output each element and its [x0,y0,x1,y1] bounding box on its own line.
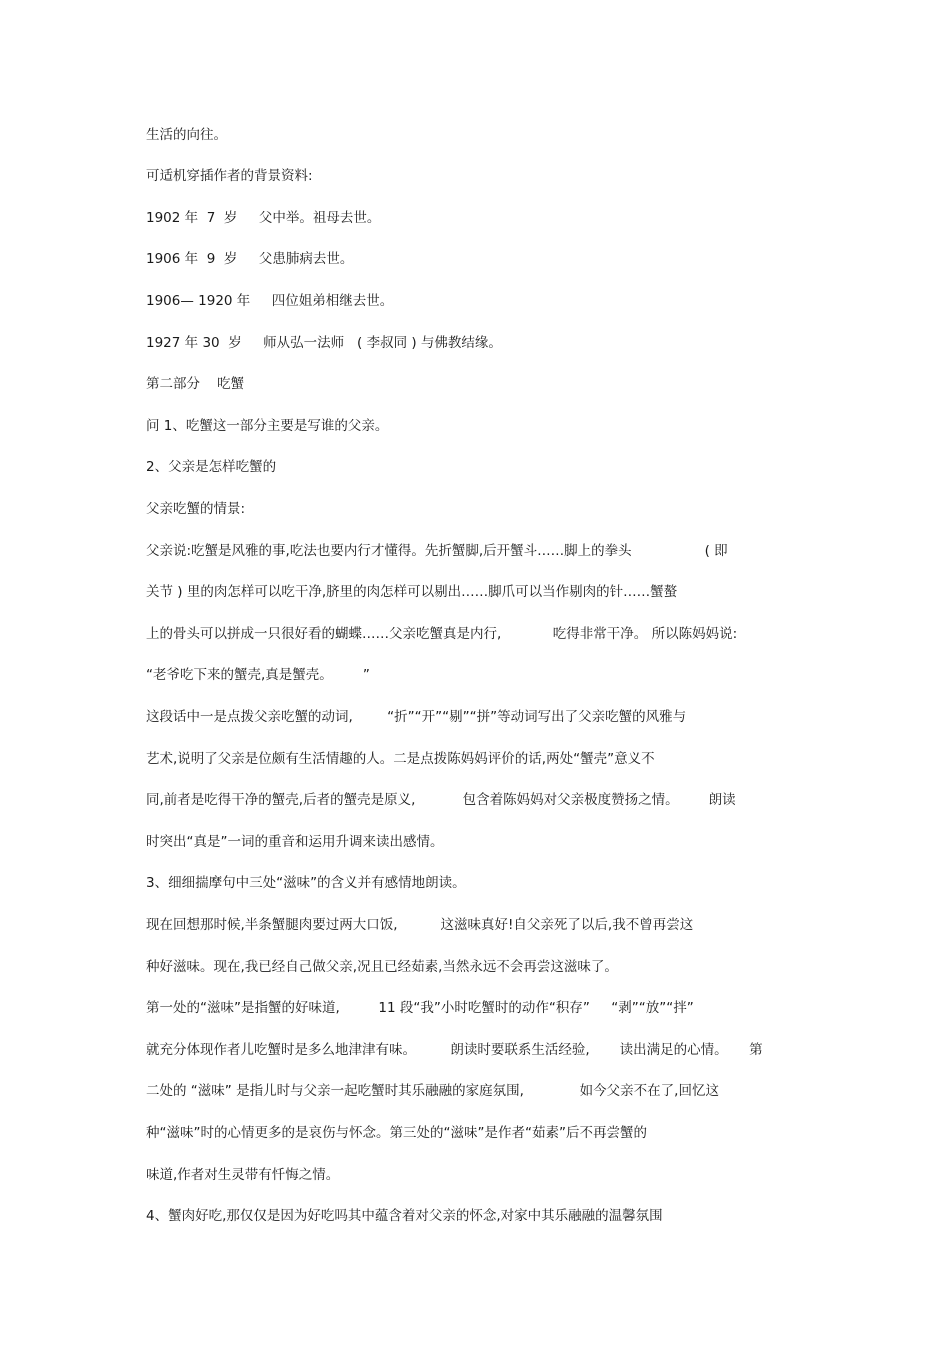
text-line: 1906 年 9 岁 父患肺病去世。 [146,251,354,267]
text-line: 艺术,说明了父亲是位颇有生活情趣的人。二是点拨陈妈妈评价的话,两处“蟹壳”意义不 [146,751,655,767]
question-line: 3、细细揣摩句中三处“滋味”的含义并有感情地朗读。 [146,875,466,891]
text-line: 上的骨头可以拼成一只很好看的蝴蝶……父亲吃蟹真是内行, 吃得非常干净。 所以陈妈妈说: [146,626,738,642]
text-line: 生活的向往。 [146,127,227,143]
question-line: 问 1、吃蟹这一部分主要是写谁的父亲。 [146,418,389,434]
text-line: 二处的 “滋味” 是指儿时与父亲一起吃蟹时其乐融融的家庭氛围, 如今父亲不在了,回忆这 [146,1083,719,1099]
text-line: 可适机穿插作者的背景资料: [146,168,313,184]
section-heading: 第二部分 吃蟹 [146,376,245,392]
text-line: 1927 年 30 岁 师从弘一法师 ( 李叔同 ) 与佛教结缘。 [146,335,502,351]
text-line: 现在回想那时候,半条蟹腿肉要过两大口饭, 这滋味真好!自父亲死了以后,我不曾再尝这 [146,917,694,933]
text-line: 种“滋味”时的心情更多的是哀伤与怀念。第三处的“滋味”是作者“茹素”后不再尝蟹的 [146,1125,647,1141]
text-line: 父亲说:吃蟹是风雅的事,吃法也要内行才懂得。先折蟹脚,后开蟹斗……脚上的拳头 ( 即 [146,543,728,559]
question-line: 2、父亲是怎样吃蟹的 [146,459,277,475]
text-line: 就充分体现作者儿吃蟹时是多么地津津有味。 朗读时要联系生活经验, 读出满足的心情。 第 [146,1042,763,1058]
text-line: 时突出“真是”一词的重音和运用升调来读出感情。 [146,834,444,850]
text-line: 关节 ) 里的肉怎样可以吃干净,脐里的肉怎样可以剔出……脚爪可以当作剔肉的针……蟹螯 [146,584,678,600]
question-line: 4、蟹肉好吃,那仅仅是因为好吃吗其中蕴含着对父亲的怀念,对家中其乐融融的温馨氛围 [146,1208,663,1224]
text-line: 父亲吃蟹的情景: [146,501,246,517]
text-line: 味道,作者对生灵带有忏悔之情。 [146,1167,340,1183]
text-line: 同,前者是吃得干净的蟹壳,后者的蟹壳是原义, 包含着陈妈妈对父亲极度赞扬之情。 朗读 [146,792,736,808]
text-line: 这段话中一是点拨父亲吃蟹的动词, “折”“开”“剔”“拼”等动词写出了父亲吃蟹的风雅与 [146,709,687,725]
text-line: 第一处的“滋味”是指蟹的好味道, 11 段“我”小时吃蟹时的动作“积存” “剥”“放”“拌” [146,1000,694,1016]
text-line: 种好滋味。现在,我已经自己做父亲,况且已经茹素,当然永远不会再尝这滋味了。 [146,959,618,975]
text-line: 1906— 1920 年 四位姐弟相继去世。 [146,293,394,309]
text-line: 1902 年 7 岁 父中举。祖母去世。 [146,210,381,226]
text-line: “老爷吃下来的蟹壳,真是蟹壳。 ” [146,667,370,683]
